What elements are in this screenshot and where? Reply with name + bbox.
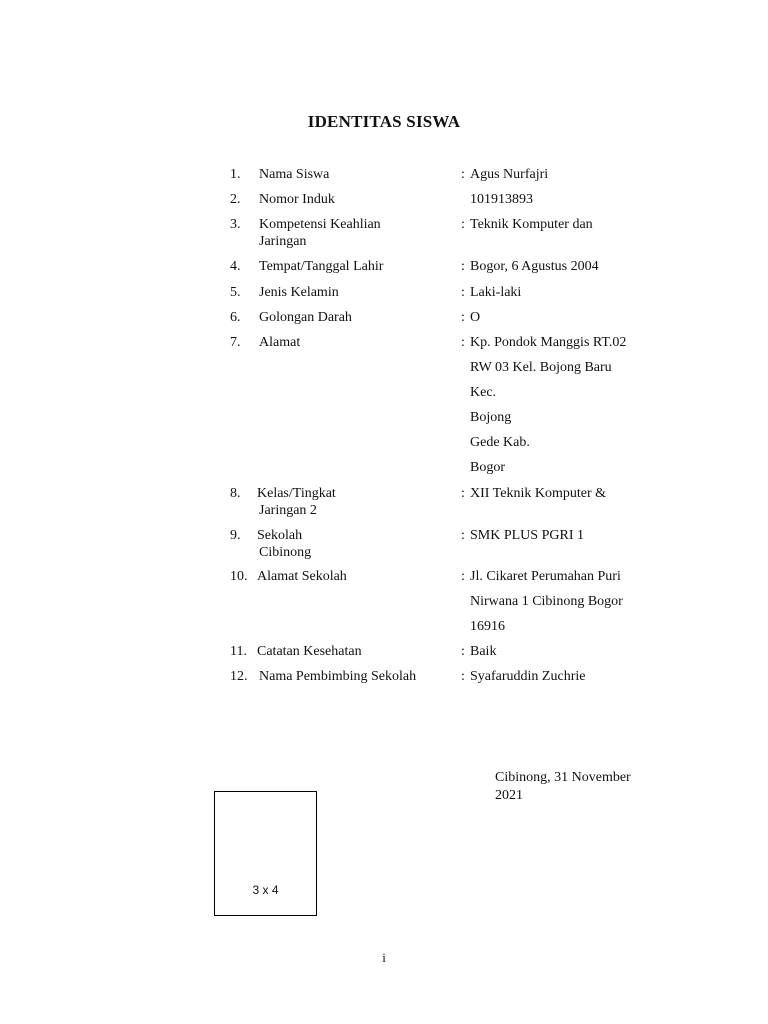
row-label: Golongan Darah — [259, 310, 352, 325]
row-value: 101913893 — [470, 192, 533, 207]
row-value: Jl. Cikaret Perumahan Puri — [470, 569, 621, 584]
row-value-continuation: RW 03 Kel. Bojong Baru — [470, 360, 612, 375]
page-number: i — [382, 950, 386, 965]
place-date: Cibinong, 31 November — [495, 770, 631, 785]
row-value: Kp. Pondok Manggis RT.02 — [470, 335, 627, 350]
row-number: 5. — [230, 285, 241, 300]
row-value: Bogor, 6 Agustus 2004 — [470, 259, 599, 274]
row-number: 9. — [230, 528, 241, 543]
row-label: Catatan Kesehatan — [257, 644, 362, 659]
row-number: 2. — [230, 192, 241, 207]
row-number: 8. — [230, 486, 241, 501]
row-label: Nama Siswa — [259, 167, 330, 182]
row-label: Nomor Induk — [259, 192, 335, 207]
row-label: Alamat Sekolah — [257, 569, 347, 584]
row-number: 7. — [230, 335, 241, 350]
row-value: O — [470, 310, 481, 325]
row-value: Agus Nurfajri — [470, 167, 549, 182]
row-label: Alamat — [259, 335, 301, 350]
row-label: Sekolah — [257, 528, 303, 543]
colon: : — [461, 259, 465, 274]
row-label-continuation: Jaringan 2 — [259, 503, 317, 518]
row-value: Teknik Komputer dan — [470, 217, 593, 232]
row-label-continuation: Jaringan — [259, 234, 307, 249]
row-number: 6. — [230, 310, 241, 325]
row-label: Nama Pembimbing Sekolah — [259, 669, 417, 684]
row-value: SMK PLUS PGRI 1 — [470, 528, 584, 543]
row-label-continuation: Cibinong — [259, 545, 312, 560]
photo-size-label: 3 x 4 — [252, 883, 279, 897]
row-value: XII Teknik Komputer & — [470, 486, 607, 501]
row-value-continuation: Nirwana 1 Cibinong Bogor — [470, 594, 623, 609]
row-value-continuation: Bogor — [470, 460, 505, 475]
colon: : — [461, 669, 465, 684]
row-number: 11. — [230, 644, 247, 659]
colon: : — [461, 486, 465, 501]
row-number: 10. — [230, 569, 248, 584]
row-number: 4. — [230, 259, 241, 274]
row-value-continuation: Kec. — [470, 385, 497, 400]
row-value: Laki-laki — [470, 285, 522, 300]
row-label: Kompetensi Keahlian — [259, 217, 381, 232]
row-number: 1. — [230, 167, 241, 182]
row-number: 3. — [230, 217, 241, 232]
row-label: Jenis Kelamin — [259, 285, 339, 300]
colon: : — [461, 528, 465, 543]
row-value-continuation: 16916 — [470, 619, 505, 634]
photo-placeholder — [214, 791, 317, 916]
document-title: IDENTITAS SISWA — [307, 112, 461, 131]
colon: : — [461, 310, 465, 325]
place-date-year: 2021 — [495, 788, 523, 803]
row-value: Baik — [470, 644, 497, 659]
colon: : — [461, 335, 465, 350]
row-value-continuation: Bojong — [470, 410, 512, 425]
row-value: Syafaruddin Zuchrie — [470, 669, 586, 684]
colon: : — [461, 644, 465, 659]
row-value-continuation: Gede Kab. — [470, 435, 530, 450]
row-number: 12. — [230, 669, 248, 684]
row-label: Tempat/Tanggal Lahir — [259, 259, 384, 274]
colon: : — [461, 217, 465, 232]
colon: : — [461, 285, 465, 300]
row-label: Kelas/Tingkat — [257, 486, 336, 501]
colon: : — [461, 569, 465, 584]
colon: : — [461, 167, 465, 182]
